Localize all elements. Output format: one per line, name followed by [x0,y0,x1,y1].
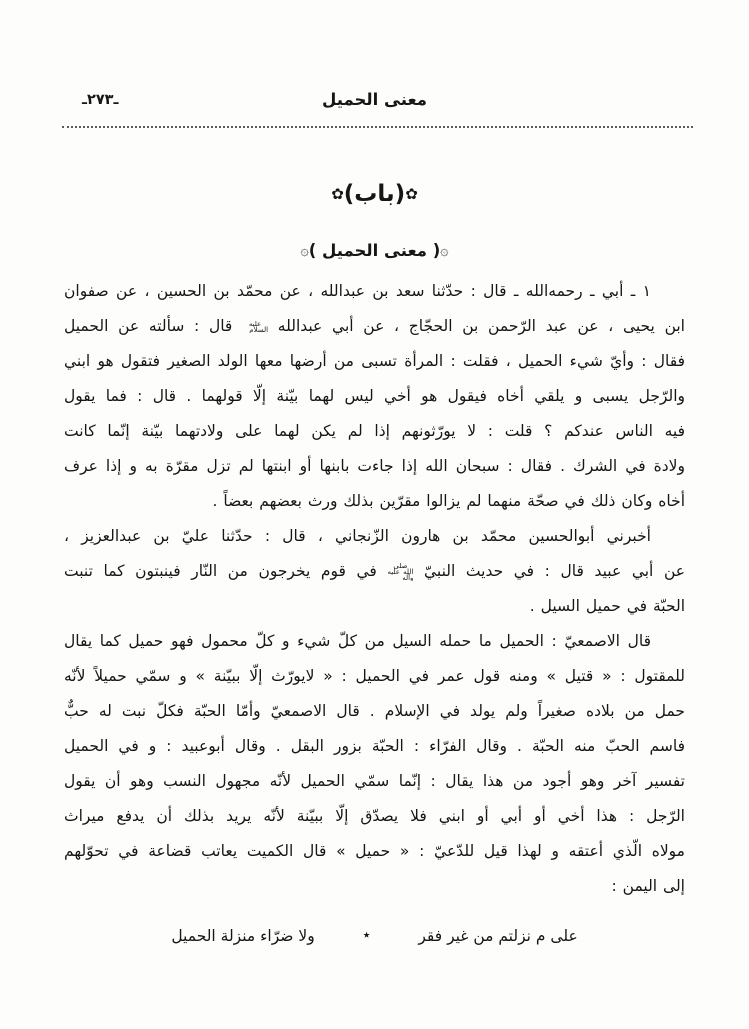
text-line: ولادة في الشرك . فقال : سبحان الله إذا جاءت بابنها أو ابنتها لم تزل مقرّة به و إذا عرف [64,457,685,475]
body-text [64,274,685,904]
sallallahu-mark: صلى الله عليه وآله [387,562,414,581]
text-line: إلى اليمن : [611,877,685,895]
text-segment: ابن يحيى ، عن عبد الرّحمن بن الحجّاج ، عن أبي عبدالله [268,317,685,335]
poetry-line [64,927,685,945]
alayhis-salam-mark: عليه السلام [248,320,269,333]
text-line: الحبّة في حميل السيل . [529,597,685,615]
text-line: والرّجل يسبى و يلقي أخاه فيقول هو أخي ليس لهما بيّنة إلّا قولهما . قال : فما يقول [64,387,685,405]
text-line [64,554,685,589]
rub-el-hizb-ornament-icon: ۞ [440,243,449,259]
flower-ornament-icon: ✿ [405,185,418,203]
text-line: فيه الناس عندكم ؟ قلت : لا يورّثونهم إذا لم يكن لهما على ولادتهما بيّنة إنّما كانت [64,422,685,440]
header-title: معنى الحميل [322,90,427,109]
rub-el-hizb-ornament-icon: ۞ [300,243,309,259]
text-line: مولاه الّذي أعتقه و لهذا قيل للدّعيّ : « حميل » قال الكميت يعاتب قضاعة في تحوّلهم [64,842,685,860]
text-line: حمل من بلاده صغيراً ولم يولد في الإسلام . قال الاصمعيّ وأمّا الحبّة فكلّ نبت له حبٌّ [64,702,685,720]
chapter-heading-title: (باب) [343,181,406,207]
text-segment: عن أبي عبيد قال : في حديث النبيّ [413,562,685,580]
poetry-right-hemistich: على م نزلتم من غير فقر [418,927,578,945]
text-line: ١ ـ أبي ـ رحمه‌الله ـ قال : حدّثنا سعد بن عبدالله ، عن محمّد بن الحسين ، عن صفوان [64,282,651,300]
flower-ornament-icon: ✿ [331,185,344,203]
text-segment: في قوم يخرجون من النّار فينبتون كما تنبت [64,562,388,580]
text-line: أخاه وكان ذلك في صحّة منهما لم يزالوا مقرّين بذلك ورث بعضهم بعضاً . [212,492,685,510]
text-line [64,309,685,344]
text-line: فاسم الحبّ منه الحبّة . وقال الفرّاء : الحبّة بزور البقل . وقال أبوعبيد : و في الحميل [64,737,685,755]
poetry-left-hemistich: ولا ضرّاء منزلة الحميل [171,927,315,945]
text-line: قال الاصمعيّ : الحميل ما حمله السيل من كلّ شيء و كلّ محمول فهو حميل كما يقال [64,632,651,650]
text-line: أخبرني أبوالحسين محمّد بن هارون الزّنجاني ، قال : حدّثنا عليّ بن عبدالعزيز ، [64,527,651,545]
text-line: الرّجل : هذا أخي أو أبي أو ابني فلا يصدّق إلّا ببيّنة لأنّه يريد بذلك أن يدفع ميراث [64,807,685,825]
text-line: فقال : وأيّ شيء الحميل ، فقلت : المرأة تسبى من أرضها معها الولد الصغير فتقول هو ابني [64,352,685,370]
text-line: للمقتول : « قتيل » ومنه قول عمر في الحميل : « لايورّث إلّا ببيّنة » و سمّي حميلاً لأنّه [64,667,685,685]
chapter-heading [0,181,749,207]
page-number: ـ٢٧٣ـ [82,92,119,108]
text-line: تفسير آخر وهو أجود من هذا يقال : إنّما سمّي الحميل لأنّه مجهول النسب وهو أن يقول [64,772,685,790]
header-rule [62,126,693,128]
text-segment: قال : سألته عن الحميل [64,317,243,335]
star-separator-icon: ٭ [362,927,371,943]
section-heading-title: ( معنى الحميل ) [308,241,441,260]
section-heading [0,241,749,260]
